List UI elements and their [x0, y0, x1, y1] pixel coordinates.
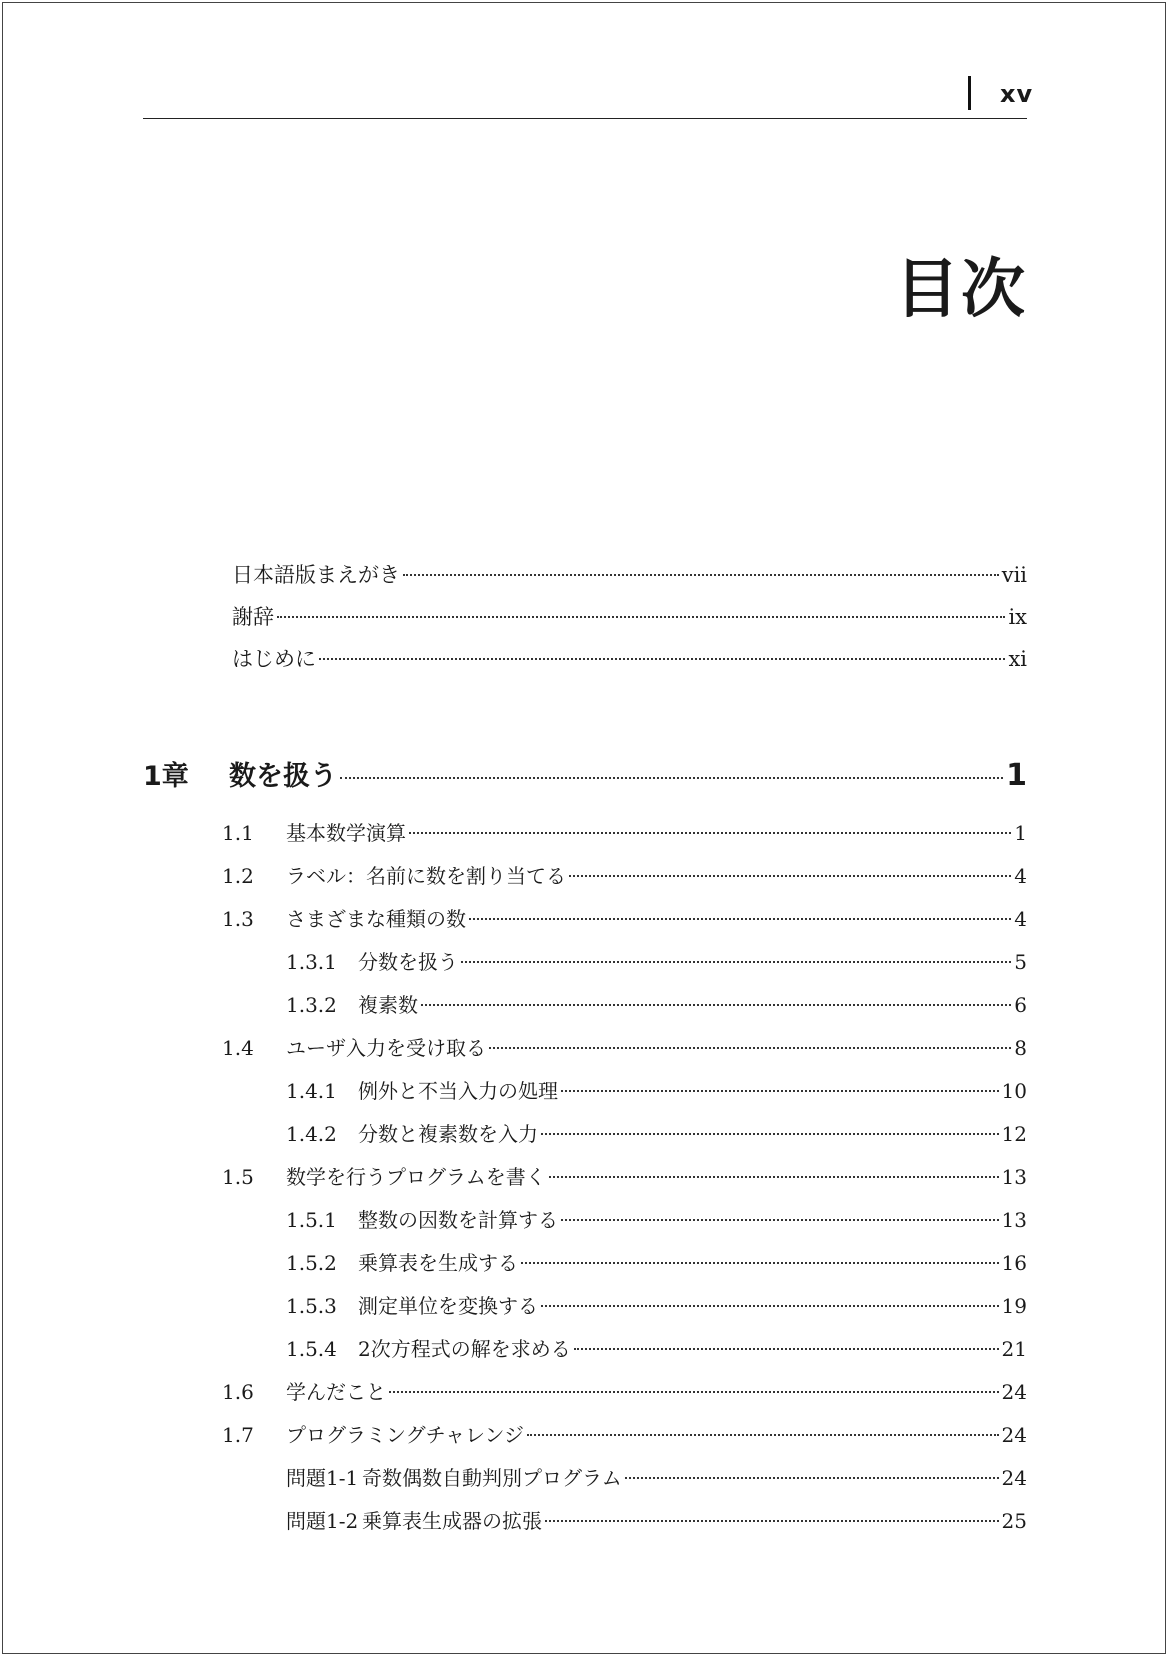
section-title: プログラミングチャレンジ — [286, 1423, 524, 1447]
problem-page: 24 — [1001, 1466, 1027, 1490]
subsection-number: 1.5.4 — [286, 1337, 337, 1361]
toc-entry-title: はじめに — [232, 647, 316, 671]
section-number: 1.7 — [222, 1423, 254, 1447]
toc-section-1-6[interactable] — [222, 1377, 1027, 1407]
subsection-title: 測定単位を変換する — [358, 1294, 538, 1318]
section-page: 24 — [1001, 1380, 1027, 1404]
problem-number: 問題1-2 — [286, 1509, 359, 1533]
dot-leader — [569, 875, 1011, 877]
subsection-number: 1.3.2 — [286, 993, 337, 1017]
section-title: ラベル：名前に数を割り当てる — [286, 864, 566, 888]
dot-leader — [625, 1477, 999, 1479]
toc-subsection-1-4-2[interactable] — [286, 1119, 1027, 1149]
problem-page: 25 — [1001, 1509, 1027, 1533]
subsection-page: 12 — [1001, 1122, 1027, 1146]
toc-section-1-2[interactable] — [222, 861, 1027, 891]
subsection-page: 10 — [1001, 1079, 1027, 1103]
chapter-number: 1章 — [143, 761, 189, 792]
toc-section-1-1[interactable] — [222, 818, 1027, 848]
dot-leader — [469, 918, 1011, 920]
subsection-number: 1.5.2 — [286, 1251, 337, 1275]
toc-problem-1-1[interactable] — [286, 1463, 1027, 1493]
toc-entry-preface-ja[interactable] — [232, 560, 1027, 590]
subsection-title: 複素数 — [358, 993, 418, 1017]
section-page: 4 — [1014, 907, 1027, 931]
section-page: 1 — [1014, 821, 1027, 845]
subsection-title: 例外と不当入力の処理 — [358, 1079, 558, 1103]
toc-subsection-1-5-2[interactable] — [286, 1248, 1027, 1278]
section-number: 1.2 — [222, 864, 254, 888]
subsection-number: 1.4.1 — [286, 1079, 337, 1103]
section-title: ユーザ入力を受け取る — [286, 1036, 486, 1060]
section-number: 1.6 — [222, 1380, 254, 1404]
subsection-title: 分数を扱う — [358, 950, 458, 974]
subsection-page: 21 — [1001, 1337, 1027, 1361]
subsection-page: 6 — [1014, 993, 1027, 1017]
subsection-title: 乗算表を生成する — [358, 1251, 518, 1275]
toc-subsection-1-3-1[interactable] — [286, 947, 1027, 977]
dot-leader — [521, 1262, 999, 1264]
toc-entry-page: ix — [1008, 605, 1027, 629]
dot-leader — [403, 574, 999, 576]
dot-leader — [340, 777, 1003, 779]
section-page: 4 — [1014, 864, 1027, 888]
subsection-page: 19 — [1001, 1294, 1027, 1318]
toc-entry-title: 謝辞 — [232, 605, 274, 629]
toc-section-1-3[interactable] — [222, 904, 1027, 934]
toc-entry-page: vii — [1001, 563, 1027, 587]
subsection-page: 13 — [1001, 1208, 1027, 1232]
dot-leader — [421, 1004, 1011, 1006]
section-number: 1.3 — [222, 907, 254, 931]
subsection-number: 1.3.1 — [286, 950, 337, 974]
dot-leader — [549, 1176, 999, 1178]
dot-leader — [527, 1434, 999, 1436]
subsection-number: 1.4.2 — [286, 1122, 337, 1146]
chapter-page: 1 — [1006, 758, 1027, 793]
dot-leader — [277, 616, 1005, 618]
toc-subsection-1-5-3[interactable] — [286, 1291, 1027, 1321]
section-title: さまざまな種類の数 — [286, 907, 466, 931]
page-number: xv — [1000, 80, 1034, 108]
dot-leader — [541, 1305, 999, 1307]
page-title: 目次 — [895, 253, 1027, 327]
dot-leader — [409, 832, 1011, 834]
subsection-number: 1.5.1 — [286, 1208, 337, 1232]
dot-leader — [561, 1090, 999, 1092]
toc-problem-1-2[interactable] — [286, 1506, 1027, 1536]
dot-leader — [489, 1047, 1011, 1049]
toc-entry-introduction[interactable] — [232, 644, 1027, 674]
subsection-number: 1.5.3 — [286, 1294, 337, 1318]
toc-section-1-7[interactable] — [222, 1420, 1027, 1450]
toc-subsection-1-5-1[interactable] — [286, 1205, 1027, 1235]
section-number: 1.4 — [222, 1036, 254, 1060]
problem-title: 乗算表生成器の拡張 — [362, 1509, 542, 1533]
toc-section-1-5[interactable] — [222, 1162, 1027, 1192]
subsection-page: 16 — [1001, 1251, 1027, 1275]
toc-entry-page: xi — [1008, 647, 1027, 671]
section-page: 8 — [1014, 1036, 1027, 1060]
toc-subsection-1-4-1[interactable] — [286, 1076, 1027, 1106]
toc-entry-title: 日本語版まえがき — [232, 563, 400, 587]
dot-leader — [461, 961, 1011, 963]
section-number: 1.5 — [222, 1165, 254, 1189]
section-page: 24 — [1001, 1423, 1027, 1447]
dot-leader — [574, 1348, 999, 1350]
header-bar — [968, 76, 971, 110]
subsection-title: 2次方程式の解を求める — [358, 1337, 571, 1361]
toc-entry-acknowledgements[interactable] — [232, 602, 1027, 632]
header-rule — [143, 118, 1027, 119]
subsection-page: 5 — [1014, 950, 1027, 974]
toc-chapter-1[interactable] — [143, 756, 1027, 797]
dot-leader — [545, 1520, 999, 1522]
section-title: 数学を行うプログラムを書く — [286, 1165, 546, 1189]
toc-section-1-4[interactable] — [222, 1033, 1027, 1063]
dot-leader — [389, 1391, 999, 1393]
subsection-title: 整数の因数を計算する — [358, 1208, 558, 1232]
problem-title: 奇数偶数自動判別プログラム — [362, 1466, 622, 1490]
toc-subsection-1-5-4[interactable] — [286, 1334, 1027, 1364]
section-number: 1.1 — [222, 821, 254, 845]
dot-leader — [561, 1219, 999, 1221]
dot-leader — [319, 658, 1005, 660]
section-title: 学んだこと — [286, 1380, 386, 1404]
section-title: 基本数学演算 — [286, 821, 406, 845]
chapter-title: 数を扱う — [229, 761, 337, 792]
problem-number: 問題1-1 — [286, 1466, 359, 1490]
dot-leader — [541, 1133, 999, 1135]
toc-subsection-1-3-2[interactable] — [286, 990, 1027, 1020]
section-page: 13 — [1001, 1165, 1027, 1189]
subsection-title: 分数と複素数を入力 — [358, 1122, 538, 1146]
